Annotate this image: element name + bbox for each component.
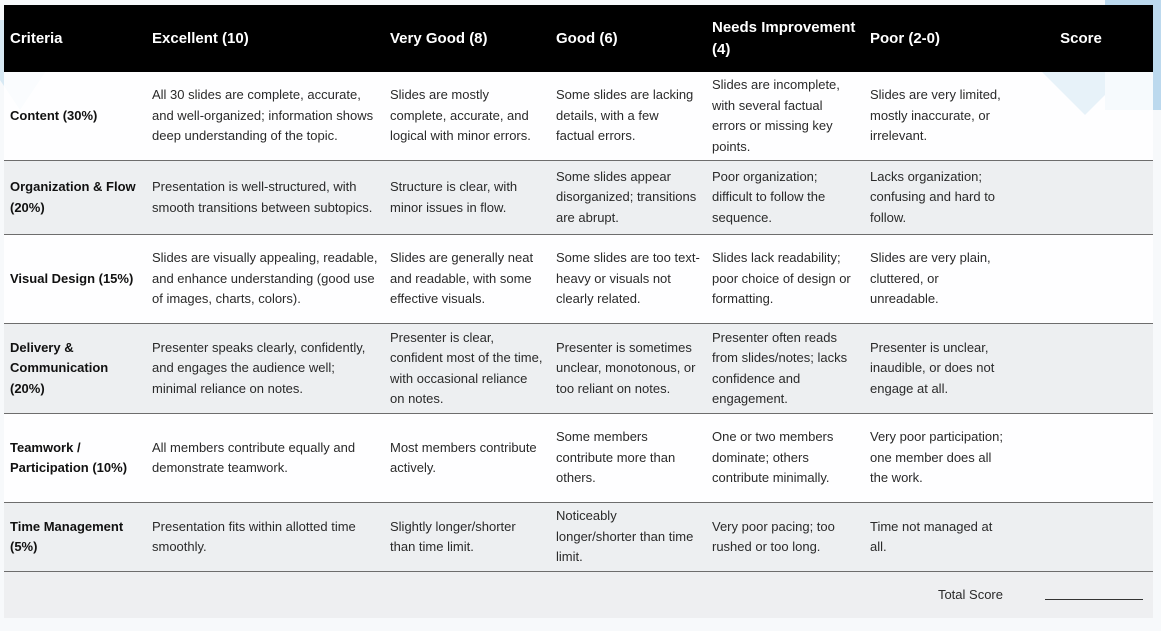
table-row [4, 161, 1153, 235]
score-cell[interactable] [1009, 72, 1153, 161]
header-row [4, 5, 1153, 72]
excellent-cell: Presentation fits within allotted time smoothly. [146, 503, 384, 572]
table-row [4, 72, 1153, 161]
table-row [4, 503, 1153, 572]
excellent-cell: Presentation is well-structured, with smooth transitions between subtopics. [146, 161, 384, 235]
good-cell: Some slides are lacking details, with a few factual errors. [550, 72, 706, 161]
criteria-cell: Teamwork / Participation (10%) [4, 414, 146, 503]
score-cell[interactable] [1009, 503, 1153, 572]
score-cell[interactable] [1009, 235, 1153, 324]
good-cell: Presenter is sometimes unclear, monotonous, or too reliant on notes. [550, 324, 706, 414]
very-good-cell: Presenter is clear, confident most of the time, with occasional reliance on notes. [384, 324, 550, 414]
excellent-cell: Presenter speaks clearly, confidently, and engages the audience well; minimal reliance on notes. [146, 324, 384, 414]
needs-improvement-cell: Very poor pacing; too rushed or too long. [706, 503, 864, 572]
total-score-label: Total Score [4, 572, 1009, 619]
score-cell[interactable] [1009, 414, 1153, 503]
needs-improvement-cell: Slides are incomplete, with several factual errors or missing key points. [706, 72, 864, 161]
table-row [4, 324, 1153, 414]
good-cell: Noticeably longer/shorter than time limit. [550, 503, 706, 572]
poor-cell: Slides are very limited, mostly inaccurate, or irrelevant. [864, 72, 1009, 161]
excellent-cell: Slides are visually appealing, readable, and enhance understanding (good use of images, charts, colors). [146, 235, 384, 324]
poor-cell: Very poor participation; one member does all the work. [864, 414, 1009, 503]
header-very-good: Very Good (8) [384, 5, 550, 72]
header-score: Score [1009, 5, 1153, 72]
header-good: Good (6) [550, 5, 706, 72]
needs-improvement-cell: Poor organization; difficult to follow the sequence. [706, 161, 864, 235]
criteria-cell: Visual Design (15%) [4, 235, 146, 324]
table-row [4, 414, 1153, 503]
very-good-cell: Slides are mostly complete, accurate, and logical with minor errors. [384, 72, 550, 161]
criteria-cell: Content (30%) [4, 72, 146, 161]
header-poor: Poor (2-0) [864, 5, 1009, 72]
score-cell[interactable] [1009, 324, 1153, 414]
very-good-cell: Slightly longer/shorter than time limit. [384, 503, 550, 572]
header-needs-improvement: Needs Improvement (4) [706, 5, 864, 72]
criteria-cell: Delivery & Communication (20%) [4, 324, 146, 414]
total-score-blank[interactable] [1045, 583, 1143, 600]
good-cell: Some members contribute more than others. [550, 414, 706, 503]
very-good-cell: Structure is clear, with minor issues in flow. [384, 161, 550, 235]
header-criteria: Criteria [4, 5, 146, 72]
good-cell: Some slides appear disorganized; transitions are abrupt. [550, 161, 706, 235]
needs-improvement-cell: Presenter often reads from slides/notes; lacks confidence and engagement. [706, 324, 864, 414]
total-score-cell[interactable] [1009, 572, 1153, 619]
criteria-cell: Time Management (5%) [4, 503, 146, 572]
poor-cell: Slides are very plain, cluttered, or unreadable. [864, 235, 1009, 324]
poor-cell: Time not managed at all. [864, 503, 1009, 572]
total-row [4, 572, 1153, 619]
excellent-cell: All 30 slides are complete, accurate, and well-organized; information shows deep understanding of the topic. [146, 72, 384, 161]
good-cell: Some slides are too text-heavy or visuals not clearly related. [550, 235, 706, 324]
needs-improvement-cell: One or two members dominate; others contribute minimally. [706, 414, 864, 503]
poor-cell: Lacks organization; confusing and hard to follow. [864, 161, 1009, 235]
rubric-table [4, 5, 1153, 618]
header-excellent: Excellent (10) [146, 5, 384, 72]
score-cell[interactable] [1009, 161, 1153, 235]
very-good-cell: Most members contribute actively. [384, 414, 550, 503]
criteria-cell: Organization & Flow (20%) [4, 161, 146, 235]
needs-improvement-cell: Slides lack readability; poor choice of design or formatting. [706, 235, 864, 324]
very-good-cell: Slides are generally neat and readable, with some effective visuals. [384, 235, 550, 324]
excellent-cell: All members contribute equally and demonstrate teamwork. [146, 414, 384, 503]
table-row [4, 235, 1153, 324]
poor-cell: Presenter is unclear, inaudible, or does not engage at all. [864, 324, 1009, 414]
